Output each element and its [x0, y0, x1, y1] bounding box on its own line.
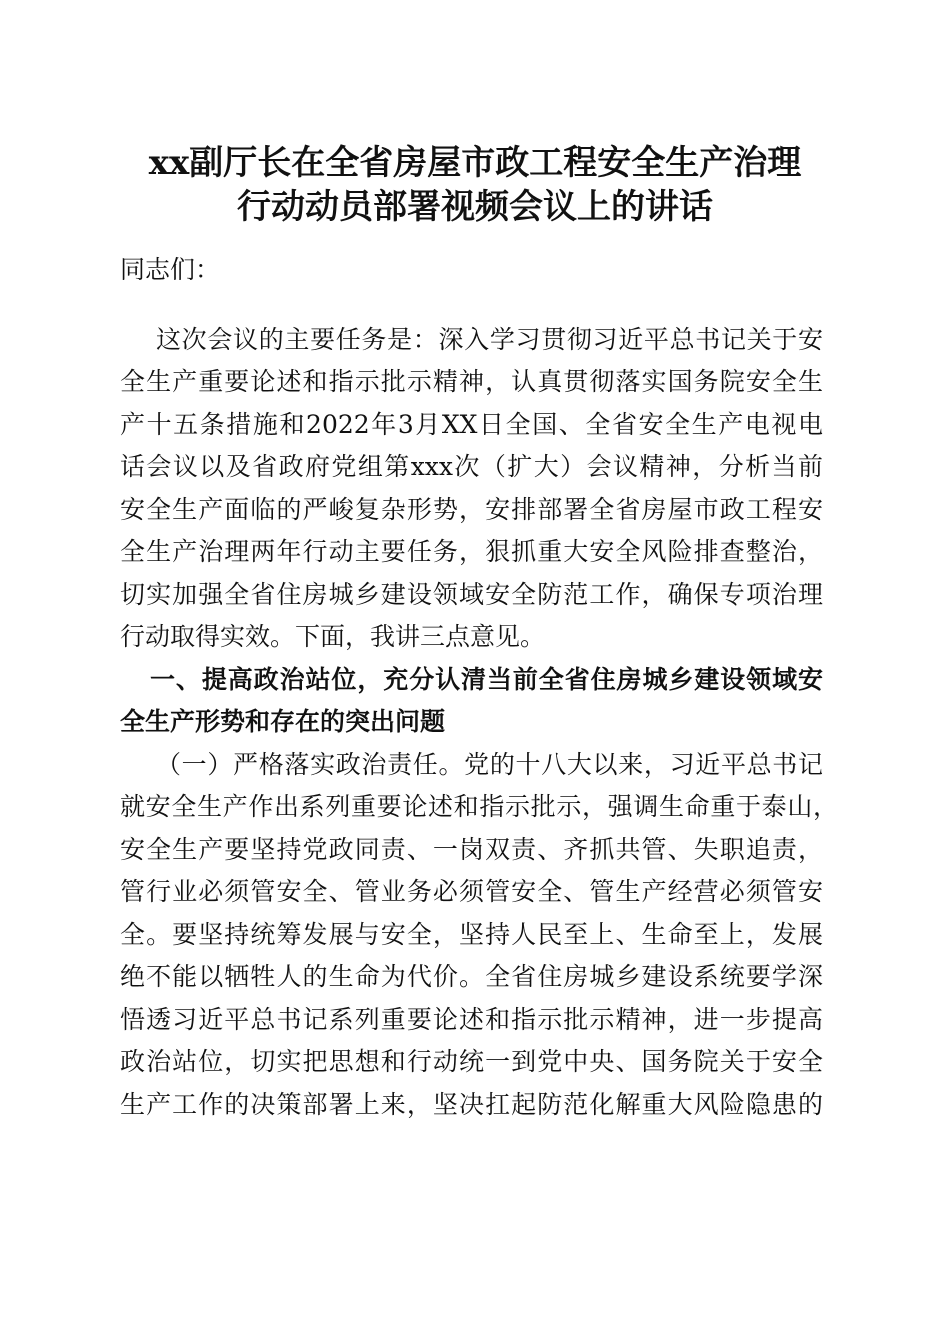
text-line: 管行业必须管安全、管业务必须管安全、管生产经营必须管安 — [120, 877, 823, 906]
heading-line: 全生产形势和存在的突出问题 — [120, 707, 446, 736]
title-line: xx副厅长在全省房屋市政工程安全生产治理 — [148, 143, 802, 183]
text-line: 绝不能以牺牲人的生命为代价。全省住房城乡建设系统要学深 — [120, 962, 823, 991]
text-line: 话会议以及省政府党组第xxx次（扩大）会议精神，分析当前 — [120, 452, 823, 481]
text-line: 行动取得实效。下面，我讲三点意见。 — [120, 622, 546, 651]
text-line: 切实加强全省住房城乡建设领域安全防范工作，确保专项治理 — [120, 580, 823, 609]
salutation: 同志们： — [120, 255, 221, 284]
text-line: 安全生产要坚持党政同责、一岗双责、齐抓共管、失职追责， — [120, 835, 823, 864]
text-line: 全生产治理两年行动主要任务，狠抓重大安全风险排查整治， — [120, 537, 823, 566]
text-line: 安全生产面临的严峻复杂形势，安排部署全省房屋市政工程安 — [120, 495, 823, 524]
text-line: 产十五条措施和2022年3月XX日全国、全省安全生产电视电 — [120, 410, 823, 439]
text-line: 生产工作的决策部署上来，坚决扛起防范化解重大风险隐患的 — [120, 1090, 823, 1119]
text-line: 就安全生产作出系列重要论述和指示批示，强调生命重于泰山， — [120, 792, 838, 821]
text-line: 这次会议的主要任务是：深入学习贯彻习近平总书记关于安 — [156, 325, 823, 354]
text-line: 全生产重要论述和指示批示精神，认真贯彻落实国务院安全生 — [120, 367, 823, 396]
text-line: （一）严格落实政治责任。党的十八大以来，习近平总书记 — [156, 750, 823, 779]
heading-line: 一、提高政治站位，充分认清当前全省住房城乡建设领域安 — [150, 665, 823, 694]
text-line: 悟透习近平总书记系列重要论述和指示批示精神，进一步提高 — [120, 1005, 823, 1034]
text-line: 全。要坚持统筹发展与安全，坚持人民至上、生命至上，发展 — [120, 920, 823, 949]
title-line: 行动动员部署视频会议上的讲话 — [237, 187, 713, 227]
text-line: 政治站位，切实把思想和行动统一到党中央、国务院关于安全 — [120, 1047, 823, 1076]
